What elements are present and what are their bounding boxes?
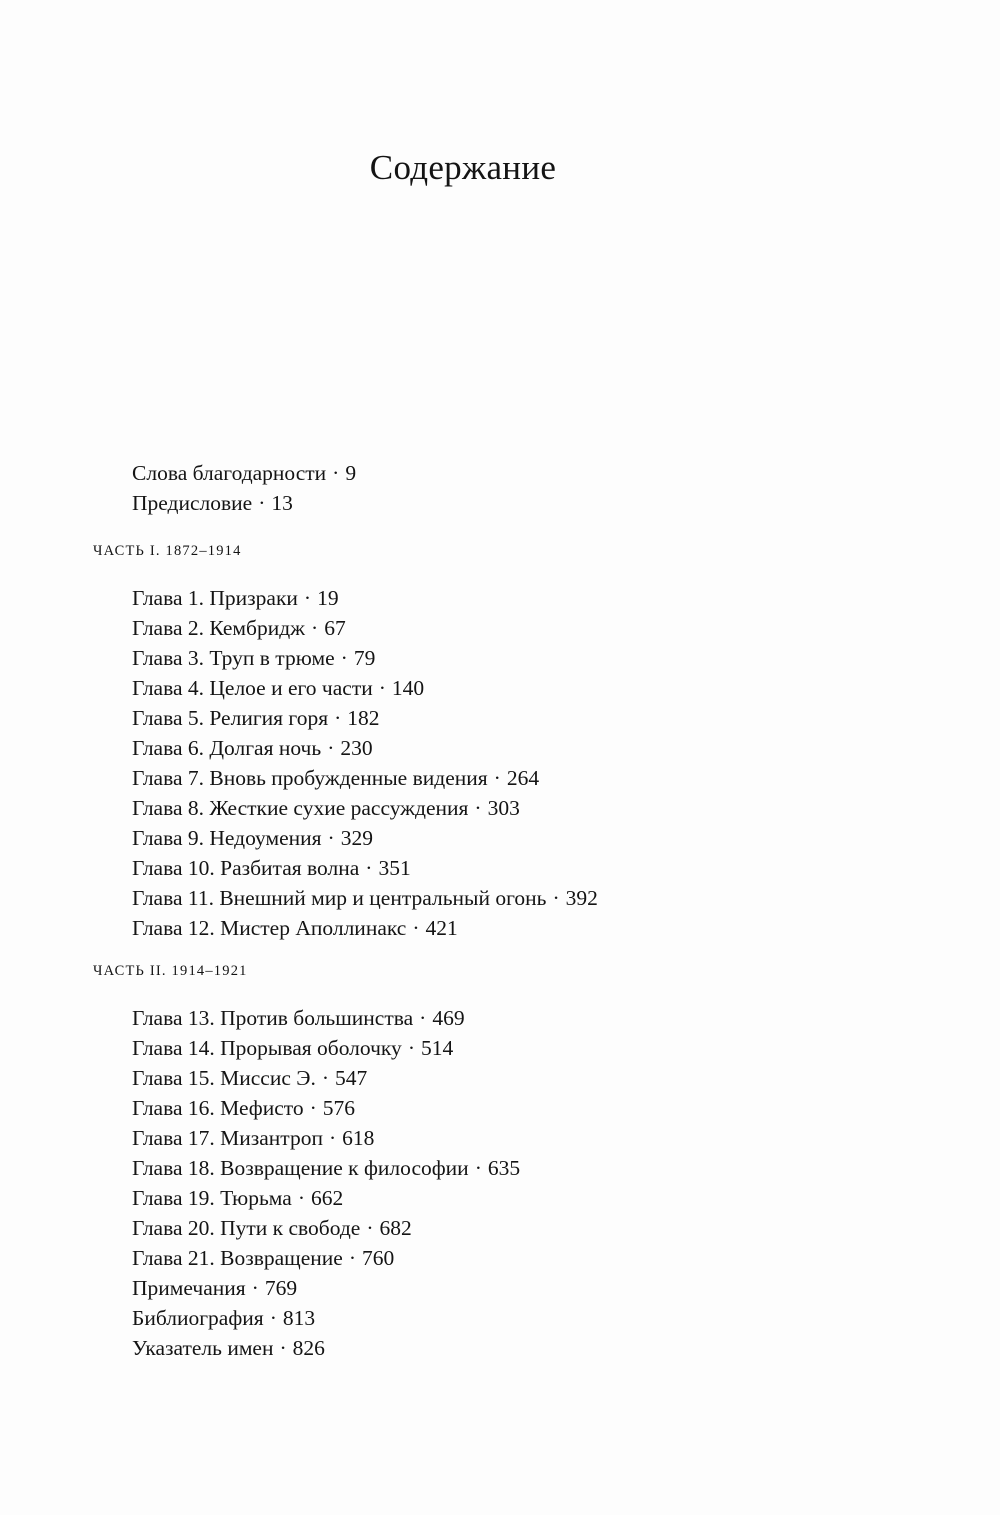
toc-separator: · [334, 706, 342, 730]
toc-entry-label: Глава 6. Долгая ночь [132, 736, 322, 760]
toc-entry [132, 613, 1000, 643]
toc-entry-label: Глава 19. Тюрьма [132, 1186, 292, 1210]
toc-separator: · [297, 1186, 305, 1210]
toc-entry-label: Глава 5. Религия горя [132, 706, 329, 730]
toc-entry-page: 469 [432, 1006, 465, 1030]
toc-separator: · [328, 1126, 337, 1150]
toc-entry-page: 303 [487, 796, 520, 820]
toc-entry-page: 635 [487, 1156, 521, 1180]
toc-entry [132, 673, 1000, 703]
toc-separator: · [311, 616, 319, 640]
toc-entry-page: 79 [353, 646, 376, 670]
toc-entry [132, 763, 1000, 793]
toc-entry-page: 760 [361, 1246, 395, 1270]
toc-entry [132, 1003, 1000, 1033]
toc-entry-page: 9 [345, 461, 357, 485]
toc-entry-page: 421 [425, 916, 458, 940]
chapter-list [0, 1003, 1000, 1273]
toc-entry [132, 733, 1000, 763]
toc-entry-page: 19 [317, 586, 339, 610]
toc-entry [132, 883, 1000, 913]
toc-entry-label: Глава 20. Пути к свободе [132, 1216, 361, 1240]
toc-entry-page: 547 [335, 1066, 368, 1090]
toc-entry-page: 182 [347, 706, 380, 730]
toc-entry [132, 1033, 1000, 1063]
toc-entry-page: 769 [264, 1276, 298, 1300]
toc-entry [132, 488, 1000, 518]
page-title: Содержание [369, 148, 557, 187]
toc-separator: · [419, 1006, 427, 1030]
toc-separator: · [493, 766, 501, 790]
toc-entry [132, 853, 1000, 883]
toc-separator: · [269, 1306, 277, 1330]
toc-entry-label: Указатель имен [132, 1336, 274, 1360]
toc-separator: · [340, 646, 348, 670]
toc-separator: · [348, 1246, 356, 1270]
toc-entry-label: Глава 16. Мефисто [132, 1096, 304, 1120]
toc-separator: · [366, 1216, 374, 1240]
toc-separator: · [474, 1156, 482, 1180]
toc-entry [132, 823, 1000, 853]
toc-entry-page: 140 [391, 676, 425, 700]
toc-entry [132, 1243, 1000, 1273]
toc-separator: · [407, 1036, 415, 1060]
toc-entry-label: Глава 14. Прорывая оболочку [132, 1036, 402, 1060]
front-matter-list [0, 458, 1000, 518]
toc-entry-label: Слова благодарности [132, 461, 327, 485]
toc-entry-page: 826 [292, 1336, 325, 1360]
toc-entry-label: Глава 12. Мистер Аполлинакс [132, 916, 407, 940]
toc-entry [132, 1183, 1000, 1213]
toc-entry-label: Предисловие [132, 491, 253, 515]
toc-entry-page: 329 [340, 826, 373, 850]
toc-separator: · [327, 826, 335, 850]
toc-entry-label: Глава 21. Возвращение [132, 1246, 343, 1270]
toc-entry-label: Глава 8. Жесткие сухие рассуждения [132, 796, 469, 820]
toc-entry-page: 618 [342, 1126, 375, 1150]
part-heading: ЧАСТЬ I. 1872–1914 [93, 543, 242, 559]
toc-separator: · [327, 736, 335, 760]
toc-entry [132, 1333, 1000, 1363]
toc-separator: · [365, 856, 373, 880]
toc-entry [132, 1153, 1000, 1183]
toc-entry [132, 913, 1000, 943]
toc-entry-label: Глава 7. Вновь пробужденные видения [132, 766, 488, 790]
toc-entry-label: Глава 18. Возвращение к философии [132, 1156, 469, 1180]
toc-entry-label: Глава 11. Внешний мир и центральный огонь [132, 886, 547, 910]
toc-entry-label: Глава 2. Кембридж [132, 616, 306, 640]
toc-entry-label: Глава 1. Призраки [132, 586, 298, 610]
toc-separator: · [279, 1336, 287, 1360]
part-2 [0, 958, 1000, 1363]
toc-entry-page: 392 [565, 886, 598, 910]
toc-separator: · [474, 796, 482, 820]
toc-entry-page: 351 [378, 856, 411, 880]
part-heading: ЧАСТЬ II. 1914–1921 [93, 963, 248, 979]
toc-entry-label: Библиография [132, 1306, 264, 1330]
toc-entry-label: Глава 13. Против большинства [132, 1006, 414, 1030]
back-matter-list [0, 1273, 1000, 1363]
toc-entry-page: 13 [271, 491, 293, 515]
toc-entry-page: 264 [506, 766, 540, 790]
toc-entry-label: Глава 10. Разбитая волна [132, 856, 360, 880]
toc-entry-page: 662 [310, 1186, 344, 1210]
toc-entry [132, 583, 1000, 613]
toc-entry-label: Примечания [132, 1276, 246, 1300]
toc-entry-label: Глава 4. Целое и его части [132, 676, 373, 700]
toc-entry-page: 813 [282, 1306, 316, 1330]
toc-separator: · [552, 886, 560, 910]
toc-entry-label: Глава 3. Труп в трюме [132, 646, 335, 670]
part-1 [0, 538, 1000, 943]
toc-separator: · [258, 491, 266, 515]
toc-entry [132, 1123, 1000, 1153]
toc-separator: · [378, 676, 386, 700]
toc-entry [132, 1093, 1000, 1123]
toc-entry [132, 458, 1000, 488]
toc-entry-page: 230 [340, 736, 373, 760]
toc-entry [132, 1063, 1000, 1093]
table-of-contents [0, 458, 1000, 1363]
toc-separator: · [332, 461, 340, 485]
toc-entry [132, 793, 1000, 823]
chapter-list [0, 583, 1000, 943]
toc-entry [132, 703, 1000, 733]
toc-entry [132, 1273, 1000, 1303]
toc-entry [132, 643, 1000, 673]
toc-entry-label: Глава 15. Миссис Э. [132, 1066, 316, 1090]
toc-separator: · [309, 1096, 317, 1120]
toc-entry-label: Глава 9. Недоумения [132, 826, 322, 850]
toc-separator: · [321, 1066, 329, 1090]
toc-separator: · [303, 586, 312, 610]
toc-entry-label: Глава 17. Мизантроп [132, 1126, 323, 1150]
toc-entry-page: 576 [322, 1096, 356, 1120]
toc-entry-page: 682 [379, 1216, 412, 1240]
toc-entry [132, 1213, 1000, 1243]
toc-entry [132, 1303, 1000, 1333]
toc-entry-page: 514 [420, 1036, 454, 1060]
toc-separator: · [412, 916, 420, 940]
toc-separator: · [251, 1276, 259, 1300]
toc-entry-page: 67 [324, 616, 346, 640]
